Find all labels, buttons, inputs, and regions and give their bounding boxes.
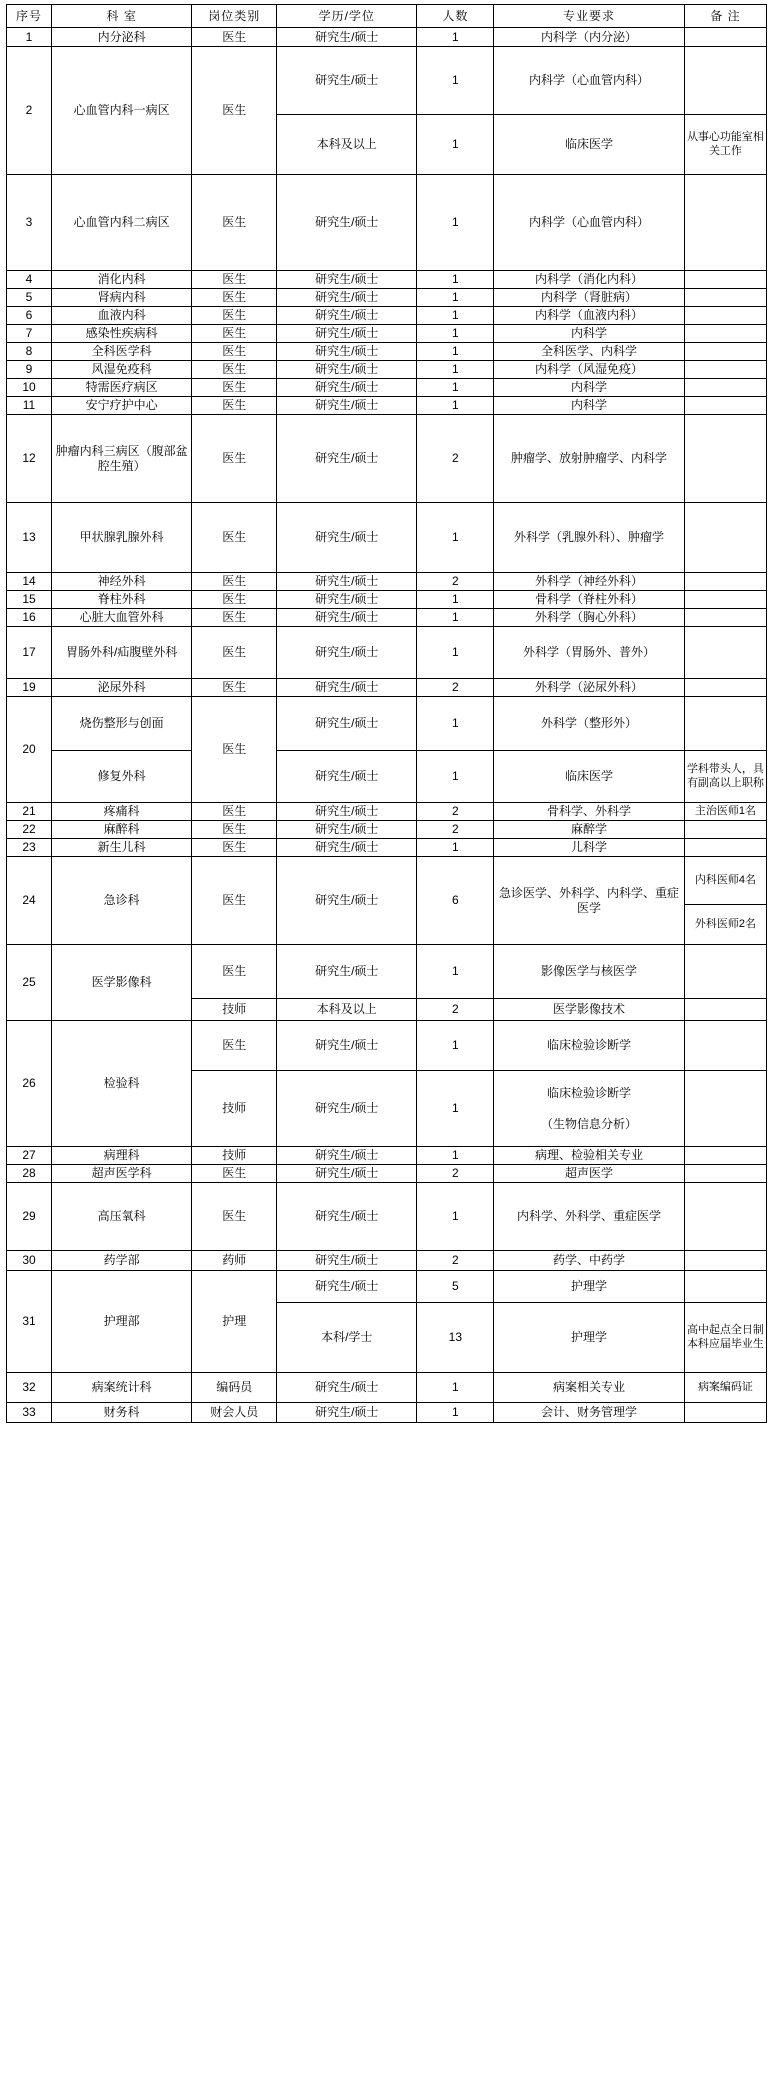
cell-num: 6 bbox=[417, 857, 494, 945]
cell-num: 2 bbox=[417, 573, 494, 591]
cell-post: 医生 bbox=[192, 175, 277, 271]
cell-dept: 财务科 bbox=[52, 1403, 192, 1423]
cell-major: 外科学（胃肠外、普外） bbox=[494, 627, 685, 679]
cell-post: 医生 bbox=[192, 28, 277, 47]
cell-edu: 研究生/硕士 bbox=[277, 1021, 417, 1071]
cell-edu: 研究生/硕士 bbox=[277, 1071, 417, 1147]
table-row bbox=[7, 697, 767, 751]
cell-post: 医生 bbox=[192, 821, 277, 839]
cell-no: 25 bbox=[7, 945, 52, 1021]
cell-num: 5 bbox=[417, 1271, 494, 1303]
cell-note bbox=[684, 325, 766, 343]
cell-num: 2 bbox=[417, 999, 494, 1021]
cell-note: 学科带头人，具有副高以上职称 bbox=[684, 751, 766, 803]
cell-major: 内科学（肾脏病） bbox=[494, 289, 685, 307]
cell-major: 内科学（血液内科） bbox=[494, 307, 685, 325]
cell-no: 3 bbox=[7, 175, 52, 271]
cell-no: 4 bbox=[7, 271, 52, 289]
cell-note bbox=[684, 839, 766, 857]
cell-note: 病案编码证 bbox=[684, 1373, 766, 1403]
cell-major: 外科学（泌尿外科） bbox=[494, 679, 685, 697]
cell-edu: 本科/学士 bbox=[277, 1303, 417, 1373]
cell-note bbox=[684, 1271, 766, 1303]
cell-no: 31 bbox=[7, 1271, 52, 1373]
cell-num: 1 bbox=[417, 751, 494, 803]
cell-edu: 研究生/硕士 bbox=[277, 307, 417, 325]
cell-note bbox=[684, 28, 766, 47]
cell-post: 医生 bbox=[192, 271, 277, 289]
cell-num: 1 bbox=[417, 115, 494, 175]
cell-major: 医学影像技术 bbox=[494, 999, 685, 1021]
cell-no: 33 bbox=[7, 1403, 52, 1423]
header-dept: 科 室 bbox=[52, 5, 192, 28]
cell-note bbox=[684, 1147, 766, 1165]
cell-edu: 研究生/硕士 bbox=[277, 289, 417, 307]
cell-post: 医生 bbox=[192, 397, 277, 415]
cell-note: 从事心功能室相关工作 bbox=[684, 115, 766, 175]
cell-post: 医生 bbox=[192, 945, 277, 999]
cell-no: 12 bbox=[7, 415, 52, 503]
table-row bbox=[7, 1147, 767, 1165]
cell-note bbox=[684, 697, 766, 751]
cell-major: 影像医学与核医学 bbox=[494, 945, 685, 999]
cell-note bbox=[684, 1021, 766, 1071]
cell-edu: 研究生/硕士 bbox=[277, 397, 417, 415]
cell-no: 26 bbox=[7, 1021, 52, 1147]
cell-major: 内科学（消化内科） bbox=[494, 271, 685, 289]
cell-post: 医生 bbox=[192, 609, 277, 627]
cell-no: 2 bbox=[7, 47, 52, 175]
cell-major: 护理学 bbox=[494, 1271, 685, 1303]
cell-num: 1 bbox=[417, 609, 494, 627]
cell-major: 超声医学 bbox=[494, 1165, 685, 1183]
cell-major: 内科学（风湿免疫） bbox=[494, 361, 685, 379]
table-row bbox=[7, 307, 767, 325]
cell-post: 技师 bbox=[192, 1147, 277, 1165]
cell-dept: 血液内科 bbox=[52, 307, 192, 325]
cell-no: 27 bbox=[7, 1147, 52, 1165]
cell-edu: 本科及以上 bbox=[277, 999, 417, 1021]
cell-dept: 疼痛科 bbox=[52, 803, 192, 821]
cell-edu: 研究生/硕士 bbox=[277, 1183, 417, 1251]
cell-dept: 麻醉科 bbox=[52, 821, 192, 839]
cell-num: 2 bbox=[417, 1251, 494, 1271]
table-row bbox=[7, 289, 767, 307]
header-edu: 学历/学位 bbox=[277, 5, 417, 28]
cell-num: 1 bbox=[417, 1403, 494, 1423]
cell-dept: 检验科 bbox=[52, 1021, 192, 1147]
cell-num: 1 bbox=[417, 325, 494, 343]
cell-num: 2 bbox=[417, 803, 494, 821]
cell-dept: 烧伤整形与创面 bbox=[52, 697, 192, 751]
cell-post: 医生 bbox=[192, 803, 277, 821]
cell-num: 1 bbox=[417, 503, 494, 573]
cell-major: 会计、财务管理学 bbox=[494, 1403, 685, 1423]
cell-edu: 研究生/硕士 bbox=[277, 1147, 417, 1165]
cell-no: 17 bbox=[7, 627, 52, 679]
cell-post: 医生 bbox=[192, 1021, 277, 1071]
cell-edu: 研究生/硕士 bbox=[277, 803, 417, 821]
cell-major: 临床检验诊断学 bbox=[494, 1021, 685, 1071]
cell-post: 编码员 bbox=[192, 1373, 277, 1403]
cell-note-secondary: 外科医师2名 bbox=[684, 905, 766, 945]
cell-dept: 全科医学科 bbox=[52, 343, 192, 361]
cell-dept: 肿瘤内科三病区（腹部盆腔生殖） bbox=[52, 415, 192, 503]
cell-num: 2 bbox=[417, 415, 494, 503]
cell-dept: 新生儿科 bbox=[52, 839, 192, 857]
cell-no: 23 bbox=[7, 839, 52, 857]
table-row bbox=[7, 679, 767, 697]
cell-num: 1 bbox=[417, 1071, 494, 1147]
cell-note bbox=[684, 397, 766, 415]
cell-edu: 研究生/硕士 bbox=[277, 415, 417, 503]
table-row bbox=[7, 573, 767, 591]
cell-edu: 研究生/硕士 bbox=[277, 839, 417, 857]
cell-dept: 心脏大血管外科 bbox=[52, 609, 192, 627]
cell-dept: 特需医疗病区 bbox=[52, 379, 192, 397]
cell-no: 8 bbox=[7, 343, 52, 361]
cell-num: 1 bbox=[417, 47, 494, 115]
cell-note bbox=[684, 47, 766, 115]
cell-num: 1 bbox=[417, 397, 494, 415]
cell-post: 护理 bbox=[192, 1271, 277, 1373]
cell-note bbox=[684, 1403, 766, 1423]
cell-dept: 脊柱外科 bbox=[52, 591, 192, 609]
cell-note bbox=[684, 1071, 766, 1147]
cell-dept: 感染性疾病科 bbox=[52, 325, 192, 343]
cell-dept: 甲状腺乳腺外科 bbox=[52, 503, 192, 573]
cell-major: 病理、检验相关专业 bbox=[494, 1147, 685, 1165]
table-row bbox=[7, 751, 767, 803]
table-row bbox=[7, 325, 767, 343]
cell-no: 1 bbox=[7, 28, 52, 47]
cell-major: 外科学（胸心外科） bbox=[494, 609, 685, 627]
cell-post: 医生 bbox=[192, 573, 277, 591]
cell-edu: 研究生/硕士 bbox=[277, 28, 417, 47]
cell-note bbox=[684, 1183, 766, 1251]
cell-edu: 研究生/硕士 bbox=[277, 1251, 417, 1271]
cell-dept: 内分泌科 bbox=[52, 28, 192, 47]
cell-no: 16 bbox=[7, 609, 52, 627]
cell-major: 内科学（内分泌） bbox=[494, 28, 685, 47]
table-row bbox=[7, 945, 767, 999]
cell-num: 1 bbox=[417, 945, 494, 999]
cell-dept: 护理部 bbox=[52, 1271, 192, 1373]
cell-dept: 胃肠外科/疝腹壁外科 bbox=[52, 627, 192, 679]
cell-note bbox=[684, 379, 766, 397]
cell-major: 骨科学（脊柱外科） bbox=[494, 591, 685, 609]
cell-edu: 研究生/硕士 bbox=[277, 1165, 417, 1183]
table-row bbox=[7, 47, 767, 115]
cell-dept: 心血管内科一病区 bbox=[52, 47, 192, 175]
cell-num: 2 bbox=[417, 1165, 494, 1183]
cell-edu: 研究生/硕士 bbox=[277, 1403, 417, 1423]
cell-no: 24 bbox=[7, 857, 52, 945]
cell-post: 医生 bbox=[192, 289, 277, 307]
cell-post: 医生 bbox=[192, 47, 277, 175]
cell-note: 高中起点全日制本科应届毕业生 bbox=[684, 1303, 766, 1373]
cell-note bbox=[684, 415, 766, 503]
cell-num: 1 bbox=[417, 1183, 494, 1251]
cell-dept: 泌尿外科 bbox=[52, 679, 192, 697]
cell-major: 全科医学、内科学 bbox=[494, 343, 685, 361]
cell-edu: 研究生/硕士 bbox=[277, 751, 417, 803]
table-header-row bbox=[7, 5, 767, 28]
cell-num: 1 bbox=[417, 28, 494, 47]
cell-major: 外科学（整形外） bbox=[494, 697, 685, 751]
cell-num: 1 bbox=[417, 1147, 494, 1165]
cell-edu: 研究生/硕士 bbox=[277, 573, 417, 591]
cell-major-multi bbox=[494, 1071, 685, 1147]
cell-edu: 研究生/硕士 bbox=[277, 1271, 417, 1303]
header-note: 备 注 bbox=[684, 5, 766, 28]
cell-note bbox=[684, 945, 766, 999]
cell-dept: 病理科 bbox=[52, 1147, 192, 1165]
cell-post: 医生 bbox=[192, 415, 277, 503]
header-num: 人数 bbox=[417, 5, 494, 28]
header-major: 专业要求 bbox=[494, 5, 685, 28]
cell-no: 20 bbox=[7, 697, 52, 803]
table-row bbox=[7, 1021, 767, 1071]
cell-dept: 高压氧科 bbox=[52, 1183, 192, 1251]
cell-num: 1 bbox=[417, 1373, 494, 1403]
cell-edu: 研究生/硕士 bbox=[277, 857, 417, 945]
cell-edu: 研究生/硕士 bbox=[277, 591, 417, 609]
cell-dept: 神经外科 bbox=[52, 573, 192, 591]
cell-major: 肿瘤学、放射肿瘤学、内科学 bbox=[494, 415, 685, 503]
table-row bbox=[7, 1165, 767, 1183]
cell-no: 15 bbox=[7, 591, 52, 609]
cell-major: 内科学（心血管内科） bbox=[494, 47, 685, 115]
table-row bbox=[7, 379, 767, 397]
cell-edu: 研究生/硕士 bbox=[277, 361, 417, 379]
cell-no: 32 bbox=[7, 1373, 52, 1403]
cell-note bbox=[684, 679, 766, 697]
cell-dept: 消化内科 bbox=[52, 271, 192, 289]
cell-no: 11 bbox=[7, 397, 52, 415]
cell-num: 2 bbox=[417, 679, 494, 697]
cell-note bbox=[684, 175, 766, 271]
cell-no: 30 bbox=[7, 1251, 52, 1271]
cell-edu: 研究生/硕士 bbox=[277, 821, 417, 839]
cell-dept: 病案统计科 bbox=[52, 1373, 192, 1403]
cell-dept: 药学部 bbox=[52, 1251, 192, 1271]
table-row bbox=[7, 1403, 767, 1423]
table-row bbox=[7, 415, 767, 503]
cell-note bbox=[684, 627, 766, 679]
cell-edu: 本科及以上 bbox=[277, 115, 417, 175]
table-row bbox=[7, 343, 767, 361]
cell-post: 医生 bbox=[192, 379, 277, 397]
cell-post: 医生 bbox=[192, 839, 277, 857]
cell-post: 医生 bbox=[192, 325, 277, 343]
cell-note: 主治医师1名 bbox=[684, 803, 766, 821]
cell-edu: 研究生/硕士 bbox=[277, 271, 417, 289]
cell-post: 医生 bbox=[192, 343, 277, 361]
cell-dept: 急诊科 bbox=[52, 857, 192, 945]
cell-edu: 研究生/硕士 bbox=[277, 47, 417, 115]
cell-post: 药师 bbox=[192, 1251, 277, 1271]
cell-dept: 安宁疗护中心 bbox=[52, 397, 192, 415]
cell-no: 29 bbox=[7, 1183, 52, 1251]
cell-post: 医生 bbox=[192, 857, 277, 945]
table-row bbox=[7, 821, 767, 839]
cell-post: 财会人员 bbox=[192, 1403, 277, 1423]
table-row bbox=[7, 857, 767, 905]
cell-major: 内科学（心血管内科） bbox=[494, 175, 685, 271]
cell-major: 儿科学 bbox=[494, 839, 685, 857]
cell-dept: 医学影像科 bbox=[52, 945, 192, 1021]
cell-major: 内科学 bbox=[494, 397, 685, 415]
cell-post: 医生 bbox=[192, 503, 277, 573]
cell-dept: 超声医学科 bbox=[52, 1165, 192, 1183]
cell-no: 14 bbox=[7, 573, 52, 591]
cell-note bbox=[684, 573, 766, 591]
cell-num: 13 bbox=[417, 1303, 494, 1373]
cell-note bbox=[684, 999, 766, 1021]
cell-edu: 研究生/硕士 bbox=[277, 379, 417, 397]
cell-note: 内科医师4名 bbox=[684, 857, 766, 905]
cell-major: 外科学（神经外科） bbox=[494, 573, 685, 591]
cell-note bbox=[684, 271, 766, 289]
cell-no: 7 bbox=[7, 325, 52, 343]
cell-edu: 研究生/硕士 bbox=[277, 175, 417, 271]
cell-num: 2 bbox=[417, 821, 494, 839]
cell-dept: 肾病内科 bbox=[52, 289, 192, 307]
cell-major: 麻醉学 bbox=[494, 821, 685, 839]
cell-major: 内科学、外科学、重症医学 bbox=[494, 1183, 685, 1251]
cell-note bbox=[684, 361, 766, 379]
cell-major: 临床医学 bbox=[494, 751, 685, 803]
cell-major: 护理学 bbox=[494, 1303, 685, 1373]
cell-no: 6 bbox=[7, 307, 52, 325]
cell-no: 13 bbox=[7, 503, 52, 573]
cell-no: 9 bbox=[7, 361, 52, 379]
header-no: 序号 bbox=[7, 5, 52, 28]
cell-post: 技师 bbox=[192, 1071, 277, 1147]
cell-note bbox=[684, 1165, 766, 1183]
table-row bbox=[7, 503, 767, 573]
cell-num: 1 bbox=[417, 361, 494, 379]
cell-major: 内科学 bbox=[494, 379, 685, 397]
cell-num: 1 bbox=[417, 289, 494, 307]
cell-note bbox=[684, 307, 766, 325]
cell-post: 技师 bbox=[192, 999, 277, 1021]
cell-note bbox=[684, 821, 766, 839]
cell-note bbox=[684, 343, 766, 361]
cell-post: 医生 bbox=[192, 627, 277, 679]
cell-num: 1 bbox=[417, 343, 494, 361]
cell-major: 病案相关专业 bbox=[494, 1373, 685, 1403]
cell-post: 医生 bbox=[192, 697, 277, 803]
cell-post: 医生 bbox=[192, 679, 277, 697]
cell-num: 1 bbox=[417, 175, 494, 271]
table-row bbox=[7, 1373, 767, 1403]
cell-note bbox=[684, 1251, 766, 1271]
cell-num: 1 bbox=[417, 379, 494, 397]
cell-no: 10 bbox=[7, 379, 52, 397]
cell-no: 19 bbox=[7, 679, 52, 697]
table-row bbox=[7, 1251, 767, 1271]
cell-num: 1 bbox=[417, 271, 494, 289]
cell-major-line2: （生物信息分析） bbox=[541, 1116, 638, 1131]
cell-major: 急诊医学、外科学、内科学、重症医学 bbox=[494, 857, 685, 945]
cell-major: 外科学（乳腺外科）、肿瘤学 bbox=[494, 503, 685, 573]
cell-major: 骨科学、外科学 bbox=[494, 803, 685, 821]
table-row bbox=[7, 591, 767, 609]
table-row bbox=[7, 803, 767, 821]
cell-no: 22 bbox=[7, 821, 52, 839]
cell-edu: 研究生/硕士 bbox=[277, 697, 417, 751]
table-row bbox=[7, 271, 767, 289]
cell-edu: 研究生/硕士 bbox=[277, 679, 417, 697]
cell-edu: 研究生/硕士 bbox=[277, 945, 417, 999]
cell-no: 21 bbox=[7, 803, 52, 821]
cell-note bbox=[684, 289, 766, 307]
cell-num: 1 bbox=[417, 627, 494, 679]
cell-post: 医生 bbox=[192, 307, 277, 325]
cell-note bbox=[684, 591, 766, 609]
table-row bbox=[7, 361, 767, 379]
cell-edu: 研究生/硕士 bbox=[277, 503, 417, 573]
cell-major: 临床医学 bbox=[494, 115, 685, 175]
table-row bbox=[7, 397, 767, 415]
cell-post: 医生 bbox=[192, 361, 277, 379]
cell-edu: 研究生/硕士 bbox=[277, 627, 417, 679]
cell-no: 5 bbox=[7, 289, 52, 307]
cell-edu: 研究生/硕士 bbox=[277, 609, 417, 627]
cell-no: 28 bbox=[7, 1165, 52, 1183]
table-row bbox=[7, 28, 767, 47]
cell-major: 药学、中药学 bbox=[494, 1251, 685, 1271]
cell-post: 医生 bbox=[192, 1183, 277, 1251]
cell-edu: 研究生/硕士 bbox=[277, 1373, 417, 1403]
table-row bbox=[7, 1183, 767, 1251]
cell-num: 1 bbox=[417, 697, 494, 751]
cell-post: 医生 bbox=[192, 591, 277, 609]
recruitment-table bbox=[6, 4, 767, 1423]
cell-major-line1: 临床检验诊断学 bbox=[547, 1085, 632, 1100]
table-row bbox=[7, 609, 767, 627]
cell-dept: 心血管内科二病区 bbox=[52, 175, 192, 271]
cell-num: 1 bbox=[417, 307, 494, 325]
cell-edu: 研究生/硕士 bbox=[277, 325, 417, 343]
cell-note bbox=[684, 609, 766, 627]
cell-major: 内科学 bbox=[494, 325, 685, 343]
cell-num: 1 bbox=[417, 839, 494, 857]
table-row bbox=[7, 627, 767, 679]
cell-num: 1 bbox=[417, 591, 494, 609]
cell-edu: 研究生/硕士 bbox=[277, 343, 417, 361]
header-post: 岗位类别 bbox=[192, 5, 277, 28]
cell-post: 医生 bbox=[192, 1165, 277, 1183]
cell-dept: 风湿免疫科 bbox=[52, 361, 192, 379]
table-row bbox=[7, 839, 767, 857]
cell-note bbox=[684, 503, 766, 573]
cell-dept: 修复外科 bbox=[52, 751, 192, 803]
cell-num: 1 bbox=[417, 1021, 494, 1071]
table-row bbox=[7, 175, 767, 271]
table-row bbox=[7, 1271, 767, 1303]
